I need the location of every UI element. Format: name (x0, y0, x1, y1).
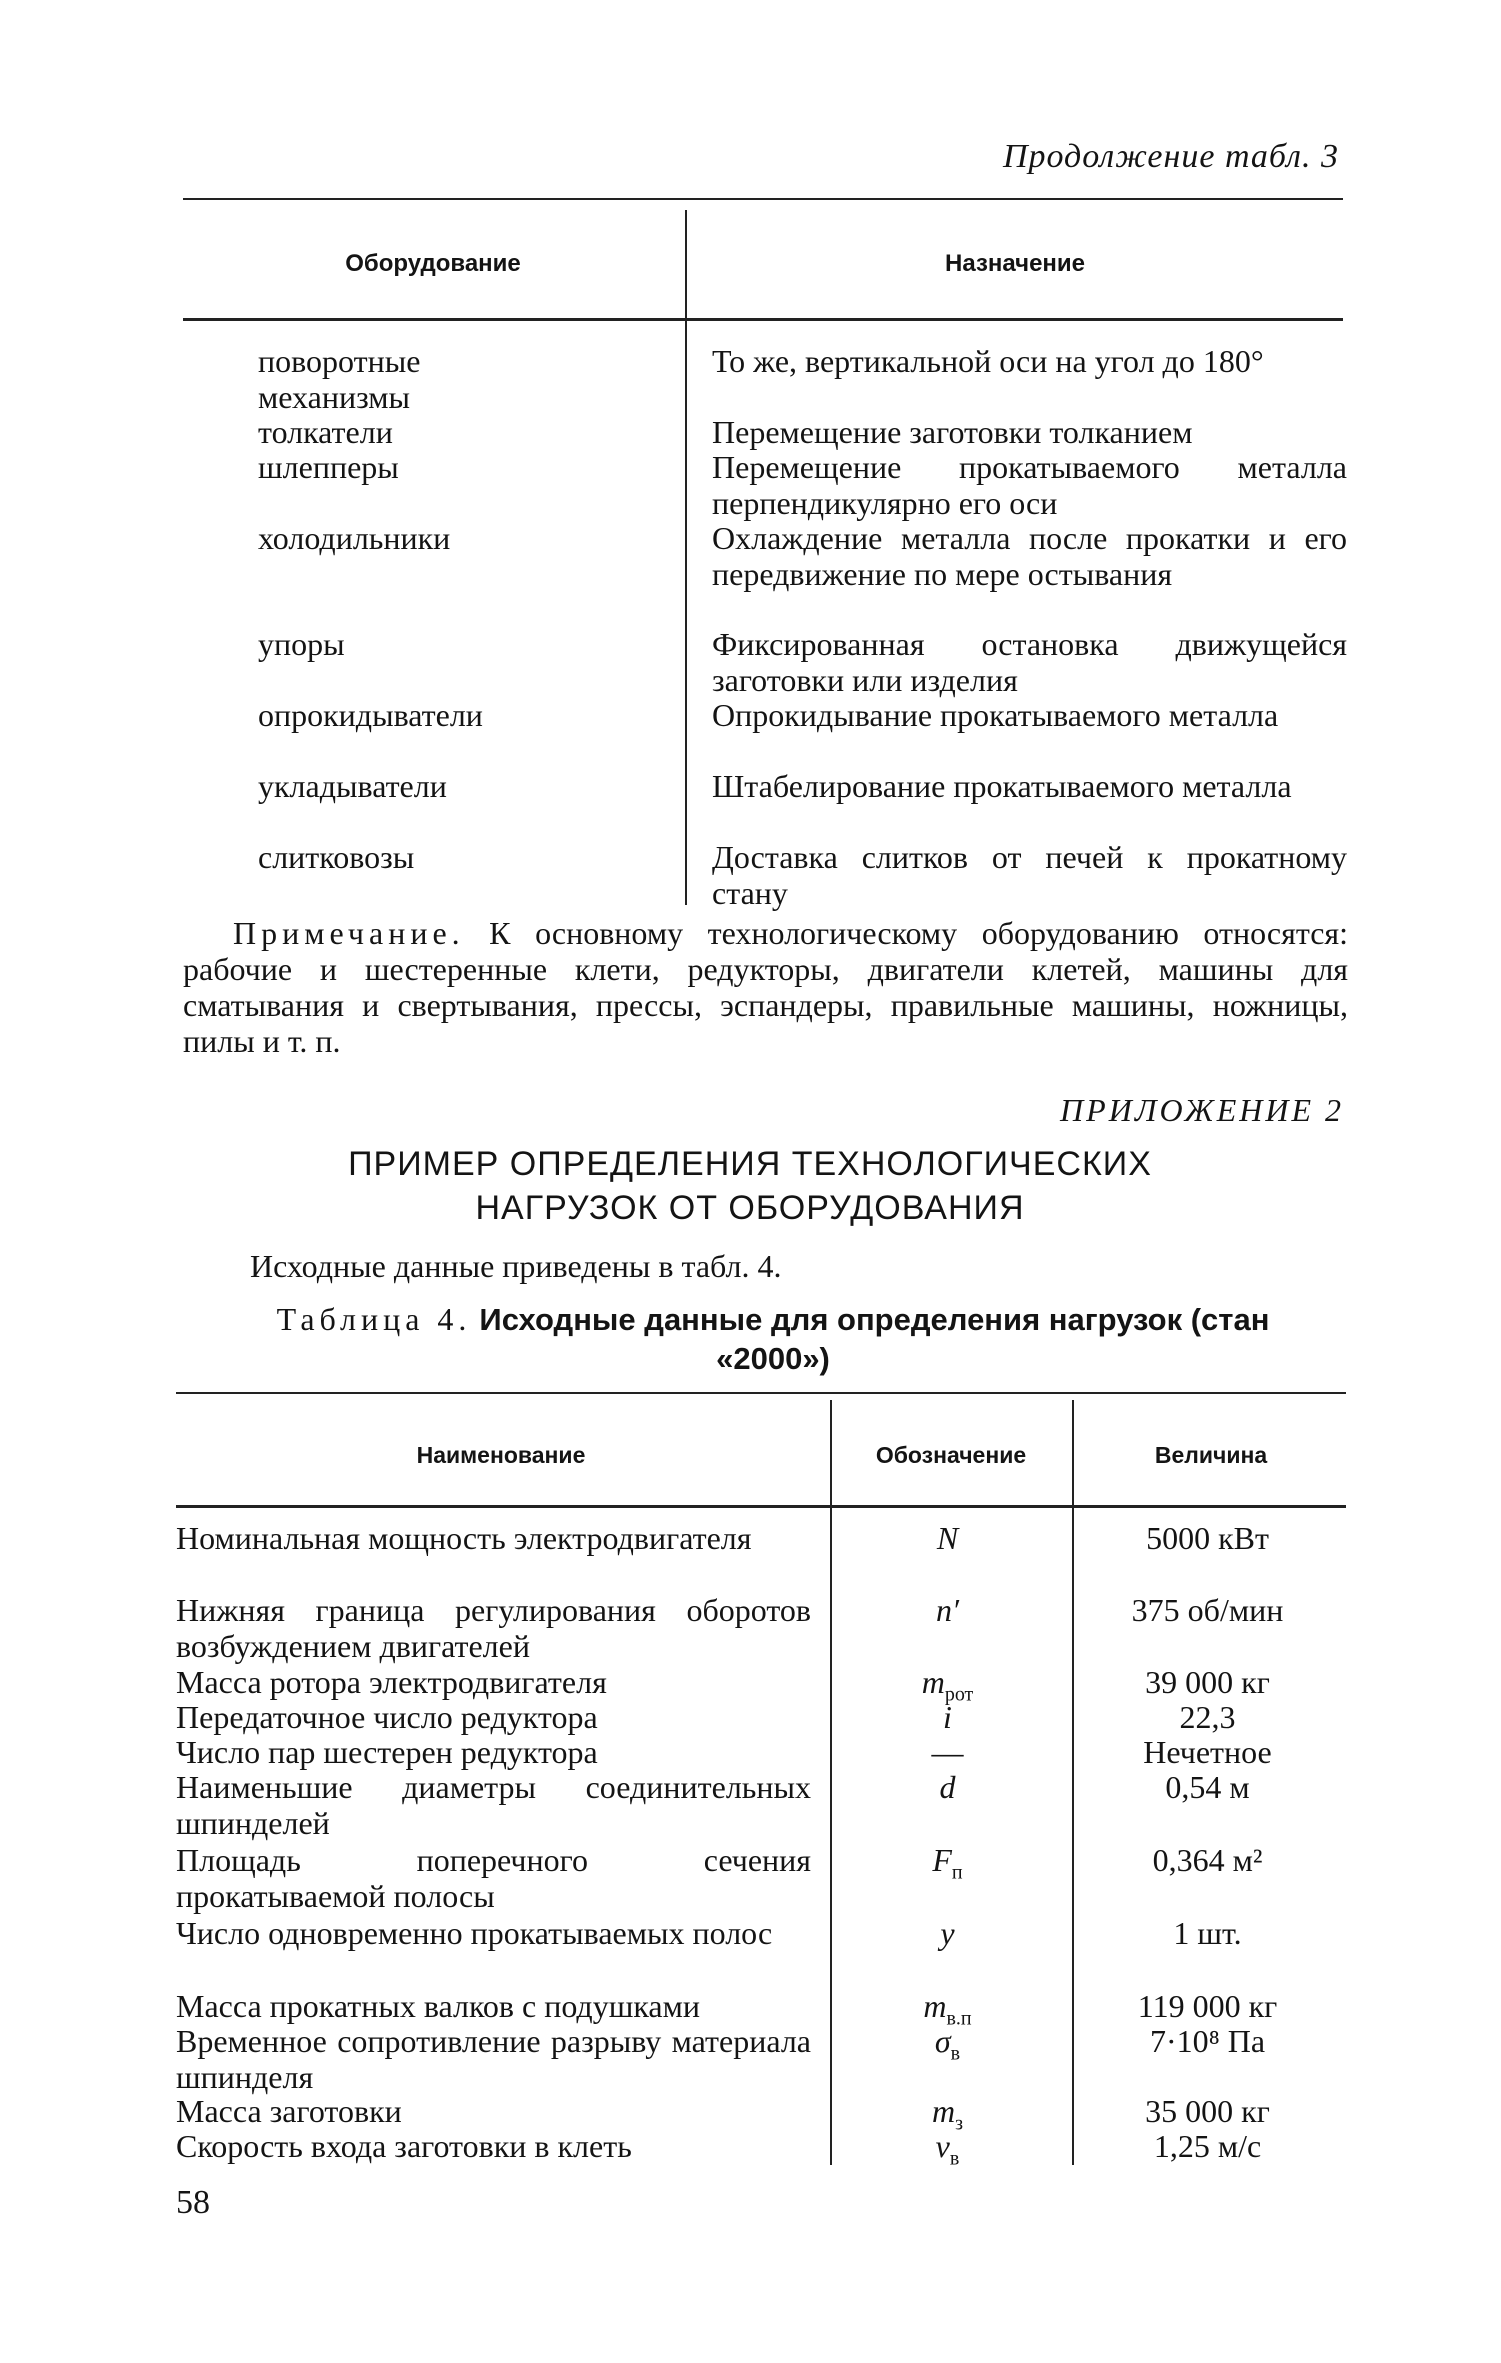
table4-name-cell: Число пар шестерен редуктора (176, 1734, 598, 1770)
table3-purpose-cell: Перемещение заготовки толканием (712, 414, 1193, 450)
table4-symbol-cell (835, 2128, 1060, 2176)
table4-header-value: Величина (1154, 1442, 1268, 1468)
continuation-label: Продолжение табл. 3 (1002, 138, 1339, 175)
table-row (0, 1592, 1501, 1664)
table4-value-cell: 0,364 м² (1152, 1842, 1263, 1878)
table4-name-cell: Масса заготовки (176, 2093, 402, 2129)
symbol: F (932, 1842, 952, 1878)
table3-purpose-cell: То же, вертикальной оси на угол до 180° (712, 343, 1264, 379)
symbol: n′ (936, 1592, 959, 1628)
table3-equipment-cell: толкатели (258, 414, 393, 450)
table4-symbol-cell (835, 1769, 1060, 1805)
table3-equipment-cell: холодильники (258, 520, 451, 556)
table4-top-rule (176, 1392, 1346, 1394)
table4-header-name: Наименование (416, 1442, 586, 1468)
symbol-subscript: в.п (946, 2007, 972, 2030)
appendix-heading-line1: ПРИМЕР ОПРЕДЕЛЕНИЯ ТЕХНОЛОГИЧЕСКИХ (348, 1145, 1152, 1183)
table4-name-cell: Наименьшие диаметры соединительных шпинделей (176, 1769, 811, 1841)
table-row (0, 2093, 1501, 2135)
table4-caption (218, 1300, 1328, 1378)
table4-header-symbol: Обозначение (875, 1442, 1027, 1468)
table4-symbol-cell (835, 1520, 1060, 1556)
note-text: К основному технологическому оборудованию относятся: рабочие и шестеренные клети, редукторы, двигатели клетей, машины для сматывания и свертывания, прессы, эспандеры, правильные машины, ножницы, пилы и т. п. (183, 915, 1348, 1059)
table4-name-cell: Нижняя граница регулирования оборотов возбуждением двигателей (176, 1592, 811, 1664)
symbol: N (936, 1520, 959, 1556)
table4-symbol-cell (835, 1842, 1060, 1890)
table4-value-cell: 39 000 кг (1145, 1664, 1270, 1700)
appendix-heading-line2: НАГРУЗОК ОТ ОБОРУДОВАНИЯ (475, 1189, 1025, 1227)
table3-header-equipment: Оборудование (345, 250, 521, 277)
table-row (0, 1915, 1501, 1987)
table4-symbol-cell (835, 1734, 1060, 1770)
table4-header-rule (176, 1505, 1346, 1508)
table3-top-rule (183, 198, 1343, 200)
table4-name-cell: Скорость входа заготовки в клеть (176, 2128, 632, 2164)
table-row (0, 1734, 1501, 1770)
table-row (0, 1842, 1501, 1914)
table-row (0, 1769, 1501, 1841)
table3-equipment-cell: упоры (258, 626, 345, 662)
table3-purpose-cell: Перемещение прокатываемого металла перпендикулярно его оси (712, 449, 1347, 521)
appendix-intro: Исходные данные приведены в табл. 4. (250, 1248, 782, 1284)
symbol: — (931, 1734, 964, 1770)
table4-value-cell: 5000 кВт (1146, 1520, 1269, 1556)
table4-value-cell: 119 000 кг (1137, 1988, 1278, 2024)
table4-value-cell: Нечетное (1143, 1734, 1272, 1770)
table-row (0, 697, 1501, 769)
note-label: Примечание. (233, 915, 465, 951)
symbol: m (921, 1664, 945, 1700)
table4-symbol-cell (835, 1915, 1060, 1951)
table4-symbol-cell (835, 1592, 1060, 1628)
table3-header-purpose: Назначение (944, 250, 1086, 277)
symbol-subscript: в (949, 2147, 960, 2170)
table4-symbol-cell (835, 2023, 1060, 2071)
table-row (0, 2128, 1501, 2170)
table-row (0, 1520, 1501, 1592)
table-row (0, 839, 1501, 911)
table4-name-cell: Число одновременно прокатываемых полос (176, 1915, 773, 1951)
table4-value-cell: 35 000 кг (1145, 2093, 1270, 2129)
symbol: y (940, 1915, 955, 1951)
table3-purpose-cell: Фиксированная остановка движущейся заготовки или изделия (712, 626, 1347, 698)
table-row (0, 520, 1501, 628)
table3-equipment-cell: укладыватели (258, 768, 447, 804)
table-row (0, 1664, 1501, 1706)
symbol: v (935, 2128, 950, 2164)
symbol-subscript: з (955, 2112, 963, 2135)
table4-symbol-cell (835, 1699, 1060, 1735)
table4-value-cell: 375 об/мин (1131, 1592, 1284, 1628)
table3-header-rule (183, 318, 1343, 321)
symbol-subscript: п (951, 1861, 963, 1884)
table4-name-cell: Масса ротора электродвигателя (176, 1664, 607, 1700)
table-row (0, 343, 1501, 415)
symbol: m (931, 2093, 956, 2129)
table4-caption-title: Исходные данные для определения нагрузок (стан «2000») (479, 1302, 1270, 1376)
table4-value-cell: 22,3 (1179, 1699, 1236, 1735)
table3-equipment-cell: опрокидыватели (258, 697, 483, 733)
table-row (0, 768, 1501, 840)
table3-purpose-cell: Охлаждение металла после прокатки и его передвижение по мере остывания (712, 520, 1347, 592)
table4-name-cell: Площадь поперечного сечения прокатываемой полосы (176, 1842, 811, 1914)
symbol: m (923, 1988, 947, 2024)
symbol-subscript: рот (944, 1683, 974, 1706)
table3-note (183, 915, 1348, 1059)
table-row (0, 2023, 1501, 2095)
table4-value-cell: 1 шт. (1173, 1915, 1242, 1951)
appendix-heading (200, 1142, 1300, 1230)
table4-name-cell: Номинальная мощность электродвигателя (176, 1520, 752, 1556)
table-row (0, 626, 1501, 698)
table4-value-cell: 1,25 м/с (1153, 2128, 1262, 2164)
table4-name-cell: Масса прокатных валков с подушками (176, 1988, 700, 2024)
page-number: 58 (176, 2184, 210, 2221)
symbol: d (939, 1769, 956, 1805)
table3-equipment-cell: слитковозы (258, 839, 415, 875)
table3-purpose-cell: Штабелирование прокатываемого металла (712, 768, 1292, 804)
table-row (0, 1988, 1501, 2030)
table3-equipment-cell: шлепперы (258, 449, 399, 485)
table4-value-cell: 0,54 м (1165, 1769, 1250, 1805)
table4-name-cell: Временное сопротивление разрыву материала шпинделя (176, 2023, 811, 2095)
table3-purpose-cell: Опрокидывание прокатываемого металла (712, 697, 1279, 733)
symbol: σ (934, 2023, 951, 2059)
table3-purpose-cell: Доставка слитков от печей к прокатному стану (712, 839, 1347, 911)
table-row (0, 414, 1501, 450)
table-row (0, 1699, 1501, 1735)
table-row (0, 449, 1501, 521)
symbol: i (943, 1699, 952, 1735)
table4-name-cell: Передаточное число редуктора (176, 1699, 598, 1735)
table3-equipment-cell: поворотные механизмы (258, 343, 421, 415)
table4-caption-label: Таблица 4. (276, 1301, 472, 1337)
appendix-label: ПРИЛОЖЕНИЕ 2 (1060, 1092, 1344, 1128)
symbol-subscript: в (950, 2042, 961, 2065)
table4-value-cell: 7·10⁸ Па (1149, 2023, 1266, 2059)
